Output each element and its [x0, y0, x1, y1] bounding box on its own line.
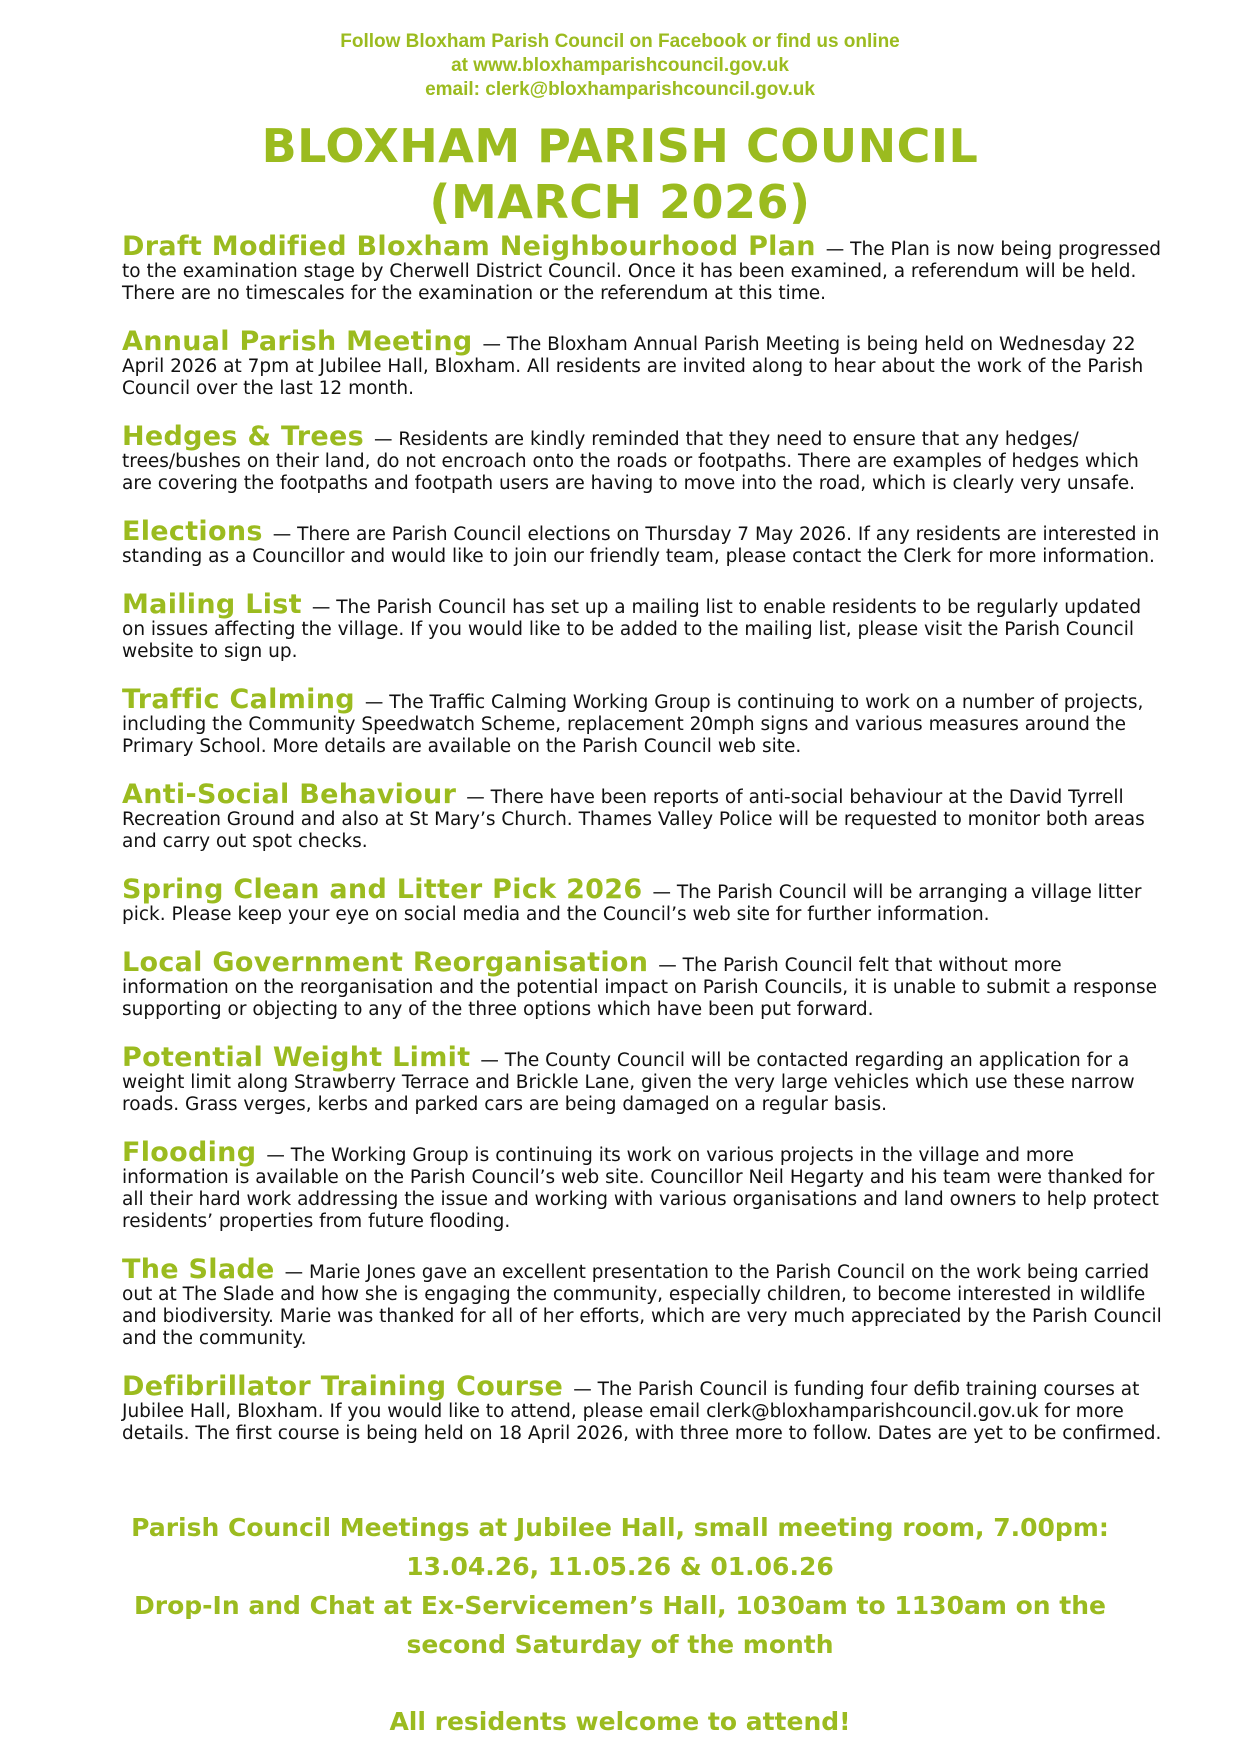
- section-body: — The Parish Council felt that without more information on the reorganisation and the potential impact on Parish Councils, it is unable to submit a response supporting or objecting to any of the three options which have been put forward.: [122, 955, 1157, 1020]
- section-heading: Anti-Social Behaviour: [122, 779, 457, 810]
- section-heading: Draft Modified Bloxham Neighbourhood Plan: [122, 231, 816, 262]
- section-hedges-trees: [122, 421, 1162, 495]
- section-body: — The Working Group is continuing its work on various projects in the village and more information is available on the Parish Council’s web site. Councillor Neil Hegarty and his team were thanked for all their hard work addressing the issue and working with various organisations and land owners to help protect residents’ properties from future flooding.: [122, 1145, 1159, 1232]
- section-heading: Mailing List: [122, 589, 302, 620]
- section-heading: Flooding: [122, 1137, 257, 1168]
- contact-line-email: email: clerk@bloxhamparishcouncil.gov.uk: [425, 79, 815, 100]
- section-mailing-list: [122, 589, 1162, 663]
- welcome-message: All residents welcome to attend!: [389, 1707, 851, 1736]
- footer-notices: [60, 1508, 1180, 1741]
- section-the-slade: [122, 1254, 1162, 1350]
- section-local-government: [122, 947, 1162, 1021]
- section-body: — The Traffic Calming Working Group is continuing to work on a number of projects, including the Community Speedwatch Scheme, replacement 20mph signs and various measures around the Primary School. More details are available on the Parish Council web site.: [122, 692, 1144, 757]
- section-heading: The Slade: [122, 1254, 275, 1285]
- section-body: — The Bloxham Annual Parish Meeting is being held on Wednesday 22 April 2026 at 7pm at Jubilee Hall, Bloxham. All residents are invited along to hear about the work of the Parish Council over the last 12 month.: [122, 334, 1144, 399]
- section-heading: Local Government Reorganisation: [122, 947, 649, 978]
- section-spring-clean: [122, 874, 1162, 926]
- section-body: — The County Council will be contacted regarding an application for a weight limit along Strawberry Terrace and Brickle Lane, given the very large vehicles which use these narrow roads. Grass verges, kerbs and parked cars are being damaged on a regular basis.: [122, 1050, 1135, 1115]
- section-heading: Hedges & Trees: [122, 421, 364, 452]
- dropin-line: Drop-In and Chat at Ex-Servicemen’s Hall, 1030am to 1130am on the: [134, 1591, 1106, 1620]
- section-body: — Marie Jones gave an excellent presentation to the Parish Council on the work being carried out at The Slade and how she is engaging the community, especially children, to become interested in wildlife and biodiversity. Marie was thanked for all of her efforts, which are very much appreciated by the Parish Council and the community.: [122, 1262, 1162, 1349]
- section-heading: Traffic Calming: [122, 684, 355, 715]
- section-heading: Defibrillator Training Course: [122, 1371, 564, 1402]
- contact-line-facebook: Follow Bloxham Parish Council on Facebook or find us online: [340, 31, 900, 52]
- news-sections: [122, 231, 1162, 1471]
- section-flooding: [122, 1137, 1162, 1233]
- section-neighbourhood-plan: [122, 231, 1162, 305]
- section-heading: Potential Weight Limit: [122, 1042, 471, 1073]
- section-defibrillator: [122, 1371, 1162, 1445]
- section-body: — The Parish Council is funding four defib training courses at Jubilee Hall, Bloxham. If you would like to attend, please email clerk@bloxhamparishcouncil.gov.uk for more details. The first course is being held on 18 April 2026, with three more to follow. Dates are yet to be confirmed.: [122, 1379, 1162, 1444]
- contact-line-website: at www.bloxhamparishcouncil.gov.uk: [451, 55, 789, 76]
- section-body: — The Parish Council has set up a mailing list to enable residents to be regularly updated on issues affecting the village. If you would like to be added to the mailing list, please visit the Parish Council website to sign up.: [122, 597, 1142, 662]
- title-date: (MARCH 2026): [429, 175, 811, 229]
- section-heading: Elections: [122, 516, 263, 547]
- section-annual-parish-meeting: [122, 326, 1162, 400]
- meetings-line: Parish Council Meetings at Jubilee Hall, small meeting room, 7.00pm:: [131, 1513, 1109, 1542]
- section-body: — There have been reports of anti-social behaviour at the David Tyrrell Recreation Ground and also at St Mary’s Church. Thames Valley Police will be requested to monitor both areas and carry out spot checks.: [122, 787, 1145, 852]
- section-traffic-calming: [122, 684, 1162, 758]
- section-body: — The Plan is now being progressed to the examination stage by Cherwell District Council. Once it has been examined, a referendum will be held. There are no timescales for the examination or the referendum at this time.: [122, 239, 1162, 304]
- title-council-name: BLOXHAM PARISH COUNCIL: [261, 119, 979, 173]
- meetings-dates: 13.04.26, 11.05.26 & 01.06.26: [406, 1552, 834, 1581]
- section-elections: [122, 516, 1162, 568]
- section-body: — The Parish Council will be arranging a village litter pick. Please keep your eye on social media and the Council’s web site for further information.: [122, 882, 1142, 925]
- section-heading: Spring Clean and Litter Pick 2026: [122, 874, 643, 905]
- contact-block: [0, 30, 1240, 102]
- section-body: — Residents are kindly reminded that they need to ensure that any hedges/ trees/bushes on their land, do not encroach onto the roads or footpaths. There are examples of hedges which are covering the footpaths and footpath users are having to move into the road, which is clearly very unsafe.: [122, 429, 1139, 494]
- section-anti-social-behaviour: [122, 779, 1162, 853]
- section-weight-limit: [122, 1042, 1162, 1116]
- dropin-schedule: second Saturday of the month: [406, 1630, 834, 1659]
- section-body: — There are Parish Council elections on Thursday 7 May 2026. If any residents are interested in standing as a Councillor and would like to join our friendly team, please contact the Clerk for more information.: [122, 524, 1160, 567]
- section-heading: Annual Parish Meeting: [122, 326, 473, 357]
- page-title: [0, 118, 1240, 230]
